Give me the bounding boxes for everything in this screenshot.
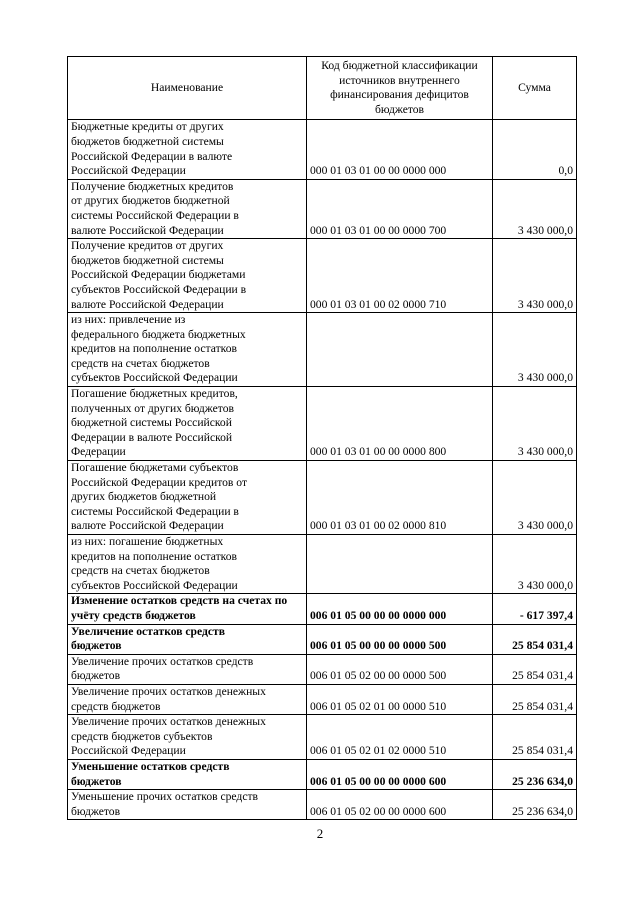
header-sum: Сумма <box>493 57 577 120</box>
row-name-text: Получение кредитов от других бюджетов бюджетной системы Российской Федерации бюджетами субъектов Российской Федерации в валюте Российской Федерации <box>71 239 247 311</box>
row-code: 006 01 05 02 00 00 0000 600 <box>307 790 493 820</box>
row-sum: 3 430 000,0 <box>493 239 577 313</box>
row-name-text: из них: привлечение из федерального бюджета бюджетных кредитов на пополнение остатков средств на счетах бюджетов субъектов Российской Федерации <box>71 313 246 385</box>
row-code: 000 01 03 01 00 00 0000 000 <box>307 120 493 179</box>
row-sum: 3 430 000,0 <box>493 313 577 387</box>
row-sum: 3 430 000,0 <box>493 179 577 238</box>
header-name: Наименование <box>68 57 307 120</box>
row-name <box>68 790 307 820</box>
row-name <box>68 120 307 179</box>
row-name-text: Бюджетные кредиты от других бюджетов бюджетной системы Российской Федерации в валюте Российской Федерации <box>71 120 233 178</box>
row-sum: 25 236 634,0 <box>493 790 577 820</box>
row-sum: 3 430 000,0 <box>493 461 577 535</box>
table-row <box>68 594 577 624</box>
row-sum: - 617 397,4 <box>493 594 577 624</box>
row-name <box>68 594 307 624</box>
row-name-text: Увеличение прочих остатков денежных средств бюджетов субъектов Российской Федерации <box>71 715 266 758</box>
row-name-text: Увеличение остатков средств бюджетов <box>71 624 225 653</box>
row-sum: 25 854 031,4 <box>493 684 577 714</box>
row-name <box>68 239 307 313</box>
table-row <box>68 313 577 387</box>
page-number: 2 <box>316 826 324 841</box>
row-name <box>68 624 307 654</box>
row-name <box>68 759 307 789</box>
table-body <box>68 120 577 820</box>
row-code: 000 01 03 01 00 00 0000 700 <box>307 179 493 238</box>
table-row <box>68 120 577 179</box>
row-sum: 25 854 031,4 <box>493 715 577 760</box>
row-name <box>68 313 307 387</box>
table-row <box>68 654 577 684</box>
row-name <box>68 461 307 535</box>
table-row <box>68 535 577 594</box>
row-name <box>68 684 307 714</box>
row-name-text: Уменьшение прочих остатков средств бюджетов <box>71 790 259 818</box>
row-name-text: из них: погашение бюджетных кредитов на пополнение остатков средств на счетах бюджетов субъектов Российской Федерации <box>71 535 238 592</box>
row-sum: 25 236 634,0 <box>493 759 577 789</box>
row-code: 000 01 03 01 00 02 0000 810 <box>307 461 493 535</box>
row-name-text: Изменение остатков средств на счетах по учёту средств бюджетов <box>71 594 288 622</box>
table-row <box>68 179 577 238</box>
table-row <box>68 461 577 535</box>
row-code: 006 01 05 02 00 00 0000 500 <box>307 654 493 684</box>
row-code: 006 01 05 00 00 00 0000 500 <box>307 624 493 654</box>
row-sum: 25 854 031,4 <box>493 624 577 654</box>
row-name-text: Уменьшение остатков средств бюджетов <box>71 759 230 788</box>
row-name-text: Получение бюджетных кредитов от других бюджетов бюджетной системы Российской Федерации в валюте Российской Федерации <box>71 179 239 237</box>
table-row <box>68 684 577 714</box>
table-row <box>68 715 577 760</box>
row-code <box>307 313 493 387</box>
row-sum: 0,0 <box>493 120 577 179</box>
row-name <box>68 179 307 238</box>
table-row <box>68 790 577 820</box>
row-name-text: Погашение бюджетных кредитов, полученных от других бюджетов бюджетной системы Российской Федерации в валюте Российской Федерации <box>71 387 238 459</box>
row-sum: 25 854 031,4 <box>493 654 577 684</box>
row-code: 006 01 05 00 00 00 0000 000 <box>307 594 493 624</box>
row-sum: 3 430 000,0 <box>493 387 577 461</box>
budget-sources-table <box>67 56 577 820</box>
row-name <box>68 715 307 760</box>
row-name-text: Погашение бюджетами субъектов Российской Федерации кредитов от других бюджетов бюджетной системы Российской Федерации в валюте Российской Федерации <box>71 461 248 533</box>
table-row <box>68 759 577 789</box>
row-code: 000 01 03 01 00 00 0000 800 <box>307 387 493 461</box>
row-code: 000 01 03 01 00 02 0000 710 <box>307 239 493 313</box>
header-code: Код бюджетной классификации источников внутреннего финансирования дефицитов бюджетов <box>307 57 493 120</box>
table-header-row <box>68 57 577 120</box>
row-name-text: Увеличение прочих остатков средств бюджетов <box>71 654 254 683</box>
row-code: 006 01 05 02 01 00 0000 510 <box>307 684 493 714</box>
row-name-text: Увеличение прочих остатков денежных средств бюджетов <box>71 684 266 713</box>
table-row <box>68 387 577 461</box>
table-row <box>68 624 577 654</box>
row-code <box>307 535 493 594</box>
row-code: 006 01 05 00 00 00 0000 600 <box>307 759 493 789</box>
row-code: 006 01 05 02 01 02 0000 510 <box>307 715 493 760</box>
row-name <box>68 535 307 594</box>
row-name <box>68 654 307 684</box>
row-sum: 3 430 000,0 <box>493 535 577 594</box>
row-name <box>68 387 307 461</box>
table-row <box>68 239 577 313</box>
